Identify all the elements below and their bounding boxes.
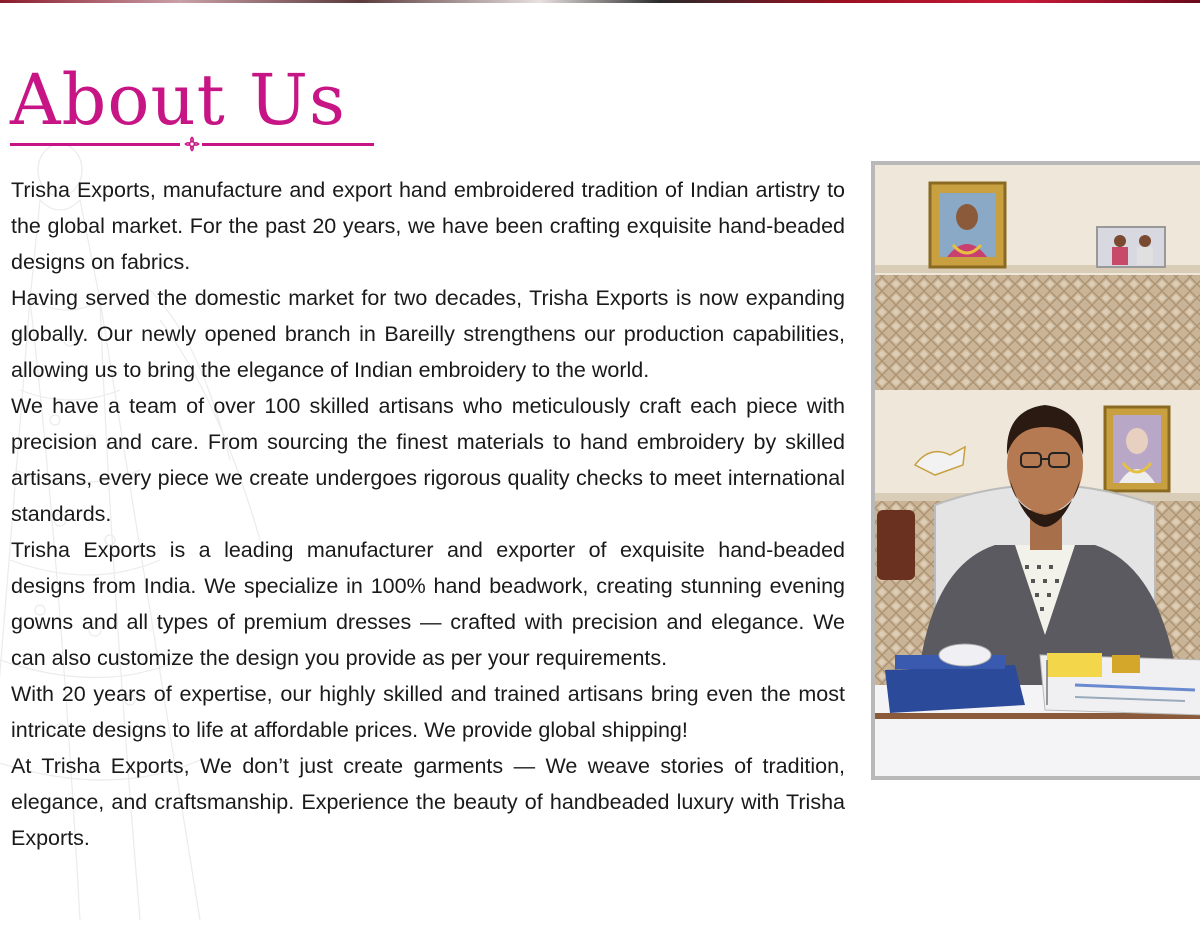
about-paragraph: We have a team of over 100 skilled artisans who meticulously craft each piece with precision and care. From sourcing the finest materials to hand embroidery by skilled artisans, every piece we create undergoes rigorous quality checks to meet international standards.	[11, 394, 845, 526]
divider-line-right	[202, 143, 374, 146]
about-paragraph: At Trisha Exports, We don’t just create garments — We weave stories of tradition, elegance, and craftsmanship. Experience the beauty of handbeaded luxury with Trisha Exports.	[11, 754, 845, 850]
about-paragraph: Trisha Exports, manufacture and export hand embroidered tradition of Indian artistry to the global market. For the past 20 years, we have been crafting exquisite hand-beaded designs on fabrics.	[11, 178, 845, 274]
title-divider	[10, 136, 374, 152]
about-text-body	[11, 172, 845, 856]
about-paragraph: With 20 years of expertise, our highly skilled and trained artisans bring even the most intricate designs to life at affordable prices. We provide global shipping!	[11, 682, 845, 742]
header-banner-edge	[0, 0, 1200, 3]
about-paragraph: Trisha Exports is a leading manufacturer and exporter of exquisite hand-beaded designs from India. We specialize in 100% hand beadwork, creating stunning evening gowns and all types of premium dresses — crafted with precision and elegance. We can also customize the design you provide as per your requirements.	[11, 538, 845, 670]
divider-line-left	[10, 143, 180, 146]
owner-office-photo	[871, 161, 1200, 780]
flower-ornament-icon	[182, 136, 202, 152]
office-photo-illustration	[875, 165, 1200, 780]
about-paragraph: Having served the domestic market for two decades, Trisha Exports is now expanding globally. Our newly opened branch in Bareilly strengthens our production capabilities, allowing us to bring the elegance of Indian embroidery to the world.	[11, 286, 845, 382]
section-title: About Us	[10, 59, 346, 141]
